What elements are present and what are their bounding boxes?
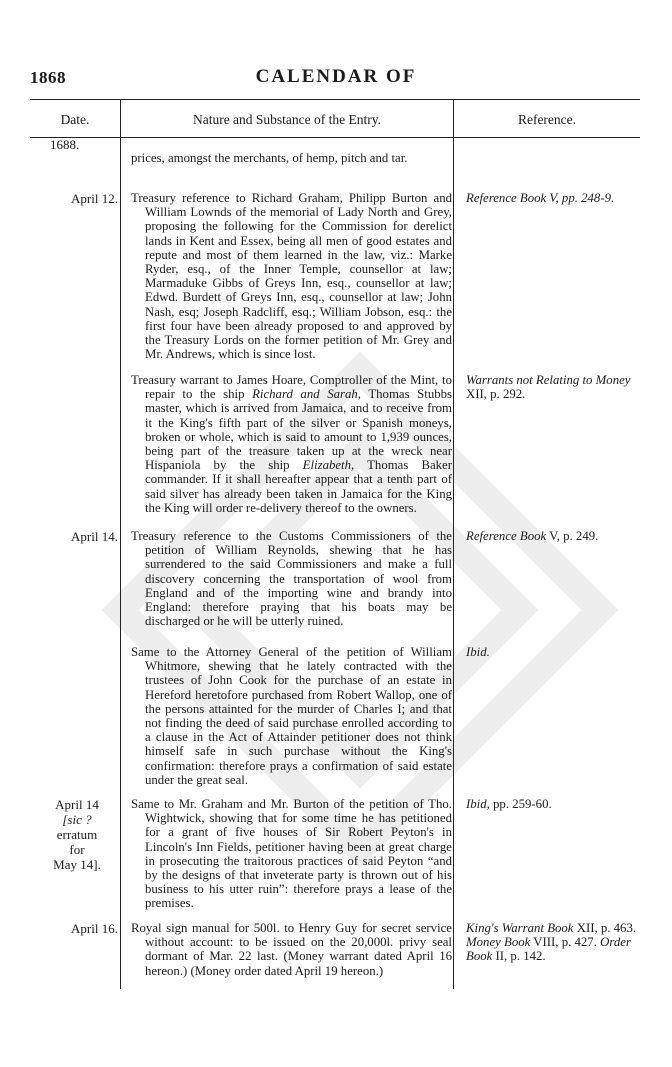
entry-date-note: May 14]. <box>53 857 101 872</box>
reference-title: King's Warrant Book <box>466 921 574 935</box>
entry-text-block <box>131 645 452 787</box>
reference-text: Reference Book V, pp. 248-9. <box>466 191 615 205</box>
entry-date-note: [sic ? <box>62 812 92 827</box>
reference-title: Ibid. <box>466 645 490 659</box>
entry-reference <box>466 797 641 811</box>
year-marker: 1688. <box>50 137 80 152</box>
column-divider-reference <box>453 99 454 989</box>
entry-text: Same to the Attorney General of the petition of William Whitmore, shewing that he lately contracted with the trustees of John Cook for the purchase of an estate in Hereford heretofore purchased from Robert Wallop, one of the persons attainted for the murder of Charles I; and that not finding the deed of said purchase enrolled according to a clause in the Act of Attainder petitioner does not think himself safe in such purchase without the King's confirmation: therefore prays a confirmation of said estate under the great seal. <box>131 645 452 787</box>
entry-reference <box>466 645 641 659</box>
reference-title: Warrants not Relating to Money <box>466 373 631 387</box>
entry-reference <box>466 373 641 401</box>
reference-detail: XII, p. 292. <box>466 387 526 402</box>
entry-text: Treasury reference to the Customs Commissioners of the petition of William Reynolds, shewing that he has surrendered to the said Commissioners and make a full discovery concerning the transportation of wool from England and of the importing wine and brandy into England: therefore praying that his boats may be discharged or he will be utterly ruined. <box>131 529 452 629</box>
reference-detail: V, p. 249. <box>546 529 599 543</box>
entry-date: April 14. <box>71 529 118 544</box>
column-header-date: Date. <box>60 112 90 127</box>
entry-text-block <box>131 191 452 361</box>
entry-date: April 14 <box>55 797 99 812</box>
entry-date: April 16. <box>71 921 118 936</box>
entry-text-block <box>131 373 452 515</box>
entry-text <box>131 373 452 515</box>
column-header-reference: Reference. <box>517 112 577 127</box>
entry-text-block <box>131 921 452 978</box>
entry-text: Royal sign manual for 500l. to Henry Guy for secret service without account: to be issued on the 20,000l. privy seal dormant of Mar. 22 last. (Money warrant dated April 16 hereon.) (Money order dated April 19 hereon.) <box>131 921 452 978</box>
entry-reference <box>466 529 641 543</box>
entry-text: prices, amongst the merchants, of hemp, pitch and tar. <box>131 151 408 165</box>
reference-title: Reference Book <box>466 529 547 543</box>
entry-date: April 12. <box>71 191 118 206</box>
reference-title: Ibid, <box>466 797 490 811</box>
reference-detail: XII, p. 463. <box>573 921 637 935</box>
entry-date-note: for <box>69 842 85 857</box>
entry-text-part: Treasury warrant to James Hoare, Comptroller of the Mint, to repair to the ship <box>131 373 452 402</box>
ship-name: Elizabeth, <box>302 458 355 473</box>
entry-date-block <box>36 797 118 872</box>
entry-date-note: erratum <box>56 827 98 842</box>
header-rule-top <box>30 99 640 100</box>
entry-text-part: Thomas Baker commander. If it shall hereafter appear that a tenth part of said silver has already been taken in Jamaica for the King the King will order re-delivery thereof to the owners. <box>145 458 452 515</box>
entry-text-part: Thomas Stubbs master, which is arrived from Jamaica, and to receive from it the King's fifth part of the silver or Spanish moneys, broken or whole, which is said to amount to 1,939 ounces, being part of the treasure taken up at the wreck near Hispaniola by the ship <box>145 387 452 473</box>
column-divider-date <box>120 99 121 989</box>
column-header-nature: Nature and Substance of the Entry. <box>192 112 382 127</box>
entry-text-block <box>131 797 452 911</box>
page-number: 1868 <box>30 68 66 87</box>
reference-detail: VIII, p. 427. <box>530 935 601 950</box>
entry-text-block <box>131 529 452 628</box>
running-head: CALENDAR OF <box>255 66 417 87</box>
entry-text: Same to Mr. Graham and Mr. Burton of the petition of Tho. Wightwick, showing that for some time he has petitioned for a grant of five houses of Sir Robert Peyton's in Lincoln's Inn Fields, petitioner having been at great charge in prosecuting the traitorous practices of said Peyton “and by the designs of that inveterate party is thrown out of his business to his utter ruin”: therefore prays a lease of the premises. <box>131 797 452 911</box>
entry-text: Treasury reference to Richard Graham, Philipp Burton and William Lownds of the memorial of Lady North and Grey, proposing the following for the Commission for derelict lands in Kent and Essex, being all men of good estates and repute and most of them learned in the law, viz.: Marke Ryder, esq., of the Inner Temple, counsellor at law; Marmaduke Gibbs of Greys Inn, esq., counsellor at law; Edwd. Burdett of Greys Inn, esq., counsellor at law; John Nash, esq; Joseph Radcliff, esq.; William Jobson, esq.: the first four have been already proposed to and approved by the Treasury Lords on the former petition of Mr. Grey and Mr. Andrews, which is since lost. <box>131 191 452 362</box>
reference-title: Money Book <box>466 935 531 950</box>
reference-title: Order Book <box>466 935 631 964</box>
entry-reference <box>466 921 641 964</box>
ship-name: Richard and Sarah, <box>252 387 361 402</box>
reference-detail: II, p. 142. <box>492 949 546 964</box>
reference-detail: pp. 259-60. <box>489 797 552 811</box>
entry-text-continued <box>131 151 452 165</box>
entry-reference <box>466 191 641 205</box>
